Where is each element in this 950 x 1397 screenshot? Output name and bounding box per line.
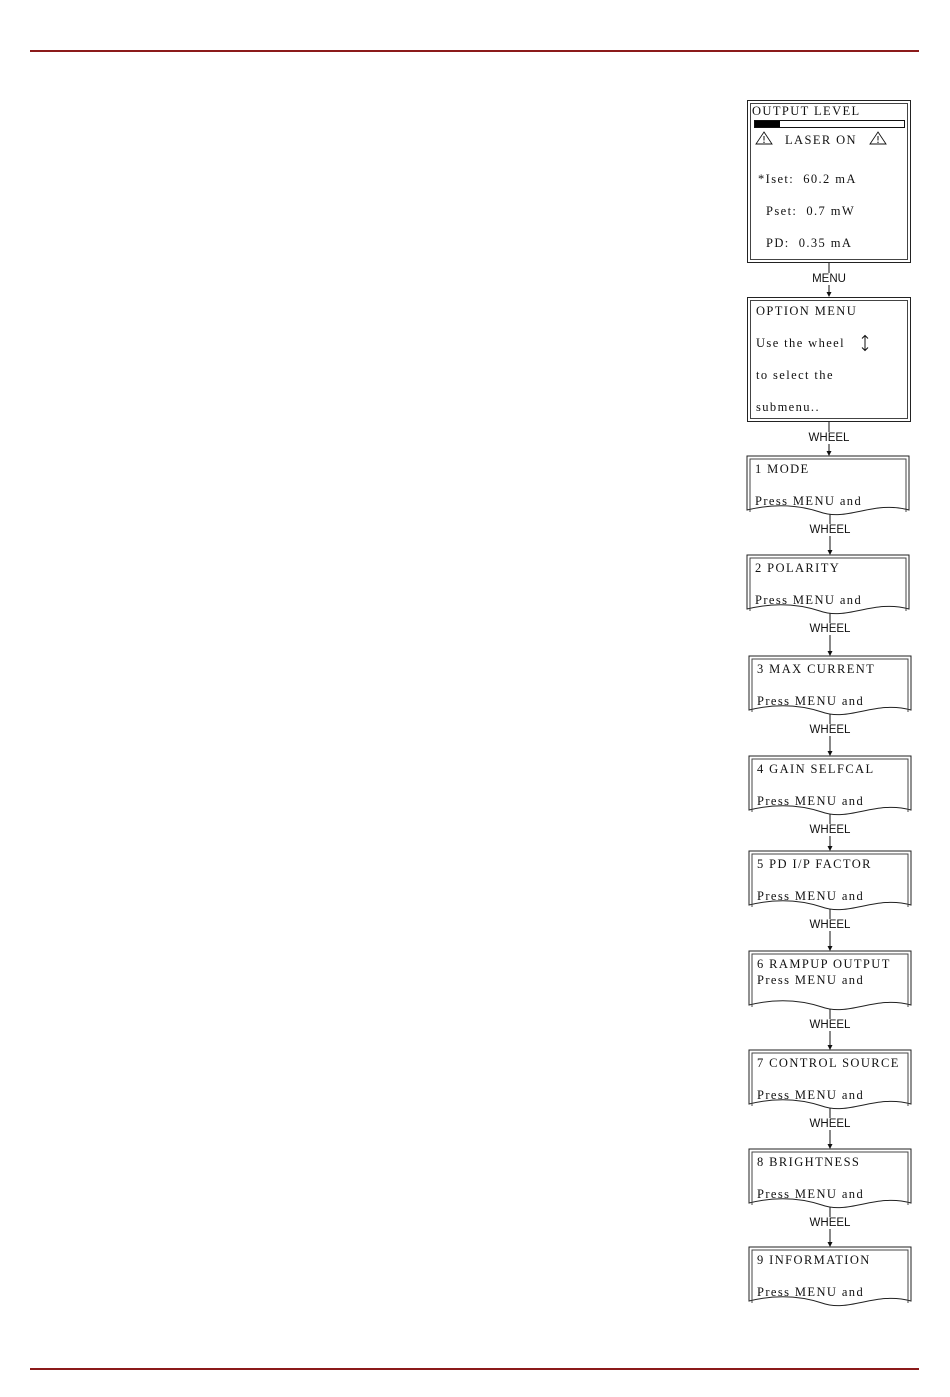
- submenu-hint: Press MENU and: [755, 494, 863, 508]
- submenu-title: 3 MAX CURRENT: [757, 662, 876, 676]
- pd-value: PD: 0.35 mA: [766, 236, 853, 250]
- submenu-hint: Press MENU and: [757, 889, 865, 903]
- wheel-transition-label: WHEEL: [809, 824, 851, 836]
- wheel-transition-label: WHEEL: [809, 919, 851, 931]
- menu-transition-label: MENU: [812, 273, 846, 285]
- submenu-title: 8 BRIGHTNESS: [757, 1155, 861, 1169]
- wheel-transition-label: WHEEL: [809, 1217, 851, 1229]
- submenu-screen: [749, 756, 911, 824]
- submenu-title: 4 GAIN SELFCAL: [757, 762, 875, 776]
- pset-value: Pset: 0.7 mW: [766, 204, 856, 218]
- submenu-title: 2 POLARITY: [755, 561, 841, 575]
- wheel-transition-label: WHEEL: [809, 1118, 851, 1130]
- submenu-hint: Press MENU and: [757, 1285, 865, 1299]
- submenu-screen: [749, 1149, 911, 1217]
- submenu-screen: [749, 851, 911, 919]
- submenu-title: 7 CONTROL SOURCE: [757, 1056, 900, 1070]
- option-menu-line-3: submenu..: [756, 400, 820, 414]
- submenu-screen: [749, 1050, 911, 1118]
- wheel-transition-label: WHEEL: [808, 432, 850, 444]
- wheel-transition-label: WHEEL: [809, 724, 851, 736]
- submenu-title: 5 PD I/P FACTOR: [757, 857, 872, 871]
- submenu-title: 6 RAMPUP OUTPUT: [757, 957, 891, 971]
- status-title: OUTPUT LEVEL: [752, 104, 861, 118]
- submenu-hint: Press MENU and: [757, 1187, 865, 1201]
- wheel-transition-label: WHEEL: [809, 1019, 851, 1031]
- submenu-screen: [749, 656, 911, 724]
- option-menu-line-1: Use the wheel: [756, 336, 846, 350]
- submenu-hint: Press MENU and: [755, 593, 863, 607]
- submenu-hint: Press MENU and: [757, 694, 865, 708]
- submenu-screen: [747, 555, 909, 623]
- iset-value: *Iset: 60.2 mA: [758, 172, 857, 186]
- submenu-hint: Press MENU and: [757, 794, 865, 808]
- submenu-title: 1 MODE: [755, 462, 810, 476]
- submenu-screen: [749, 1247, 911, 1315]
- wheel-transition-label: WHEEL: [809, 623, 851, 635]
- submenu-screen: [749, 951, 911, 1019]
- submenu-hint: Press MENU and: [757, 1088, 865, 1102]
- submenu-hint: Press MENU and: [757, 973, 865, 987]
- wheel-transition-label: WHEEL: [809, 524, 851, 536]
- option-menu-line-2: to select the: [756, 368, 834, 382]
- submenu-title: 9 INFORMATION: [757, 1253, 871, 1267]
- option-menu-title: OPTION MENU: [756, 304, 858, 318]
- submenu-screen: [747, 456, 909, 524]
- connector-arrowhead: [827, 292, 832, 297]
- laser-status: LASER ON: [785, 133, 857, 147]
